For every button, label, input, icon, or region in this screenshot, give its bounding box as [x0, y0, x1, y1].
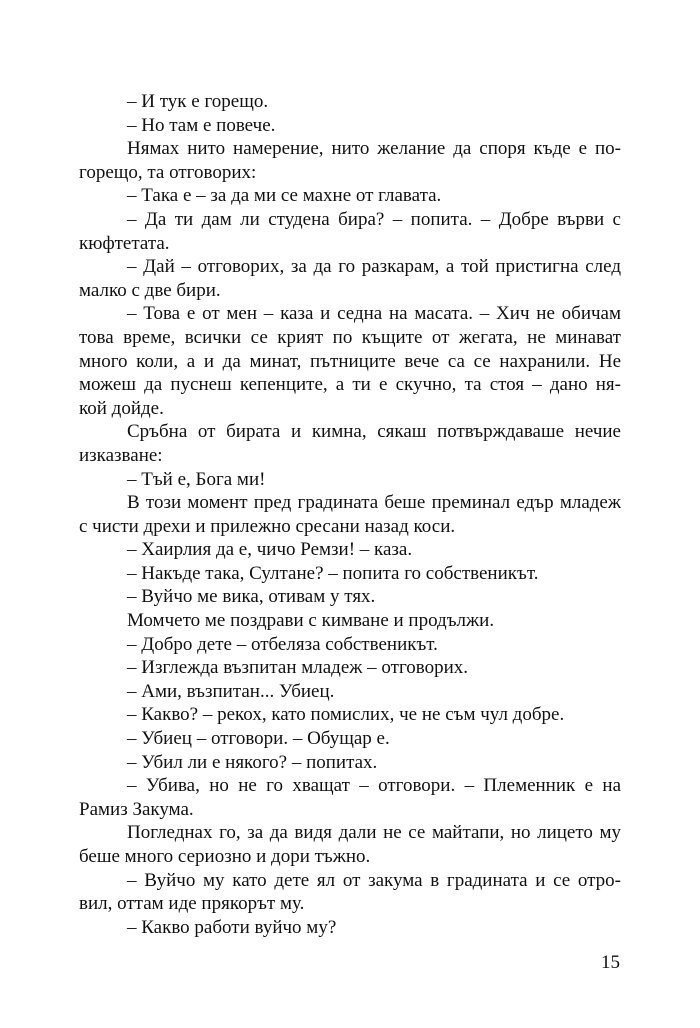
text-line: – Какво? – рекох, като помислих, че не съм чул добре.	[127, 704, 565, 726]
text-line: можеш да пуснеш кепенците, а ти е скучно, та стоя – дано ня-	[79, 374, 621, 396]
text-line: – Ами, възпитан... Убиец.	[127, 680, 335, 702]
text-line: малко с две бири.	[79, 279, 221, 301]
text-line: – Хаирлия да е, чичо Ремзи! – каза.	[127, 539, 413, 561]
text-line: Сръбна от бирата и кимна, сякаш потвърждаваше нечие	[127, 421, 621, 443]
text-line: – Дай – отговорих, за да го разкарам, а той пристигна след	[127, 256, 621, 278]
text-line: горещо, та отговорих:	[79, 161, 257, 183]
text-line: – Какво работи вуйчо му?	[127, 916, 337, 938]
text-line: вил, оттам иде прякорът му.	[79, 893, 305, 915]
text-line: Рамиз Закума.	[79, 798, 194, 820]
text-line: – Убиец – отговори. – Обущар е.	[127, 728, 390, 750]
text-line: – Тъй е, Бога ми!	[127, 468, 266, 490]
text-line: Момчето ме поздрави с кимване и продължи.	[127, 610, 495, 632]
text-line: много коли, а и да минат, пътниците вече са се нахранили. Не	[79, 350, 621, 372]
text-line: Погледнах го, за да видя дали не се майтапи, но лицето му	[127, 822, 621, 844]
text-line: – Така е – за да ми се махне от главата.	[127, 185, 442, 207]
text-line: беше много сериозно и дори тъжно.	[79, 846, 371, 867]
text-line: – Вуйчо ме вика, отивам у тях.	[127, 586, 376, 608]
page-number: 15	[601, 952, 620, 973]
text-line: – Изглежда възпитан младеж – отговорих.	[127, 657, 469, 679]
text-line: – Убива, но не го хващат – отговори. – Племенник е на	[127, 775, 621, 797]
text-line: кюфтетата.	[79, 232, 170, 254]
text-line: – Убил ли е някого? – попитах.	[127, 751, 378, 773]
text-line: В този момент пред градината беше преминал едър младеж	[127, 492, 621, 514]
text-line: Нямах нито намерение, нито желание да споря къде е по-	[127, 138, 621, 160]
text-line: – Накъде така, Султане? – попита го собственикът.	[127, 562, 539, 584]
text-line: – Но там е повече.	[127, 114, 276, 136]
text-line: – Добро дете – отбеляза собственикът.	[127, 633, 438, 655]
text-line: с чисти дрехи и прилежно сресани назад коси.	[79, 515, 456, 537]
text-line: изказване:	[79, 444, 163, 466]
page-body-text	[79, 90, 621, 939]
text-line: – Да ти дам ли студена бира? – попита. – Добре върви с	[127, 208, 621, 230]
text-line: – Вуйчо му като дете ял от закума в градината и се отро-	[127, 869, 621, 891]
text-line: – Това е от мен – каза и седна на масата. – Хич не обичам	[127, 303, 621, 325]
text-line: – И тук е горещо.	[127, 91, 269, 112]
text-line: това време, всички се крият по къщите от жегата, не минават	[79, 326, 621, 348]
text-line: кой дойде.	[79, 397, 164, 419]
